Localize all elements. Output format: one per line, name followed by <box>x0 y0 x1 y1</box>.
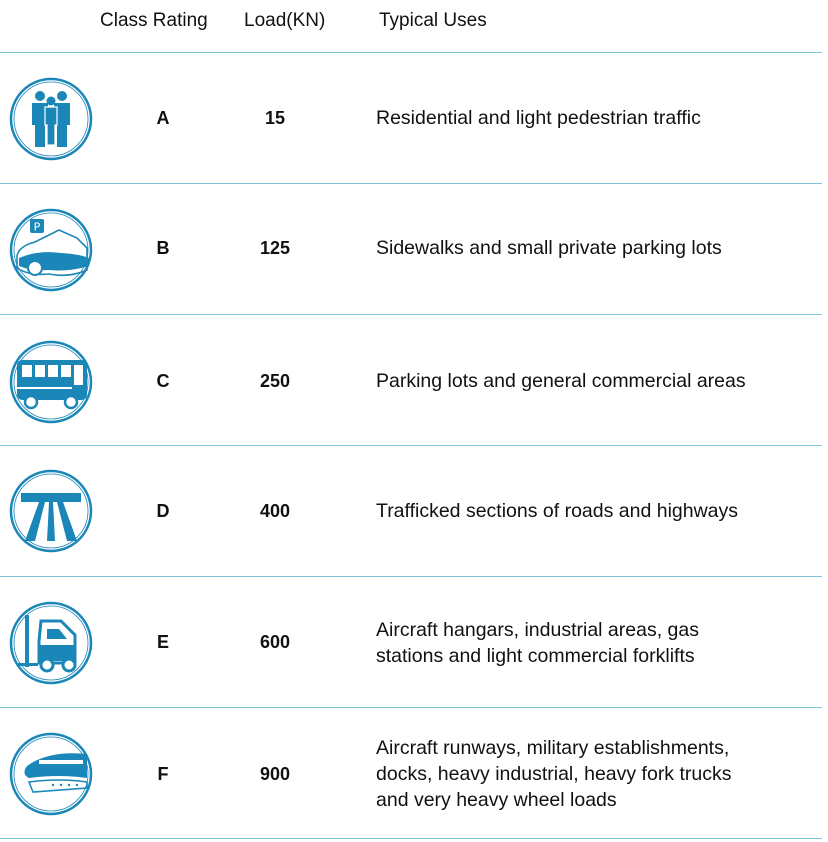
class-rating-value: C <box>156 371 170 391</box>
header-load: Load(KN) <box>244 10 326 31</box>
table-header <box>0 0 822 53</box>
highway-icon <box>9 469 93 553</box>
typical-uses-line: Parking lots and general commercial areas <box>376 370 746 392</box>
typical-uses-line: Sidewalks and small private parking lots <box>376 237 722 259</box>
load-value: 400 <box>259 501 291 521</box>
table-row <box>0 184 822 315</box>
table-row <box>0 52 822 184</box>
typical-uses <box>376 105 826 131</box>
typical-uses <box>376 368 826 394</box>
typical-uses-line: Aircraft hangars, industrial areas, gas <box>376 619 699 641</box>
parking-badge-text: P <box>33 220 41 234</box>
class-rating-value: B <box>156 238 170 258</box>
forklift-icon <box>9 601 93 685</box>
class-rating-value: E <box>156 632 169 652</box>
class-rating-value: F <box>157 764 169 784</box>
load-value: 600 <box>259 632 291 652</box>
parked-car-icon <box>9 208 93 292</box>
pedestrians-icon <box>9 77 93 161</box>
typical-uses-line: Trafficked sections of roads and highways <box>376 500 739 522</box>
typical-uses-line: Aircraft runways, military establishments, <box>376 737 730 759</box>
table-row <box>0 315 822 446</box>
aircraft-icon <box>9 732 93 816</box>
header-typical-uses: Typical Uses <box>379 10 487 31</box>
load-value: 125 <box>259 238 291 258</box>
typical-uses-line: Residential and light pedestrian traffic <box>376 107 701 129</box>
table-row <box>0 577 822 708</box>
class-rating-value: D <box>156 501 170 521</box>
typical-uses <box>376 235 826 261</box>
table-row <box>0 446 822 577</box>
typical-uses <box>376 617 826 669</box>
bus-icon <box>9 340 93 424</box>
header-class-rating: Class Rating <box>100 10 208 31</box>
load-value: 15 <box>264 108 286 128</box>
load-value: 250 <box>259 371 291 391</box>
typical-uses <box>376 735 826 813</box>
typical-uses-line: and very heavy wheel loads <box>376 789 617 811</box>
typical-uses <box>376 498 826 524</box>
table-row <box>0 708 822 839</box>
load-value: 900 <box>259 764 291 784</box>
typical-uses-line: stations and light commercial forklifts <box>376 645 695 667</box>
typical-uses-line: docks, heavy industrial, heavy fork trucks <box>376 763 732 785</box>
class-rating-value: A <box>156 108 170 128</box>
